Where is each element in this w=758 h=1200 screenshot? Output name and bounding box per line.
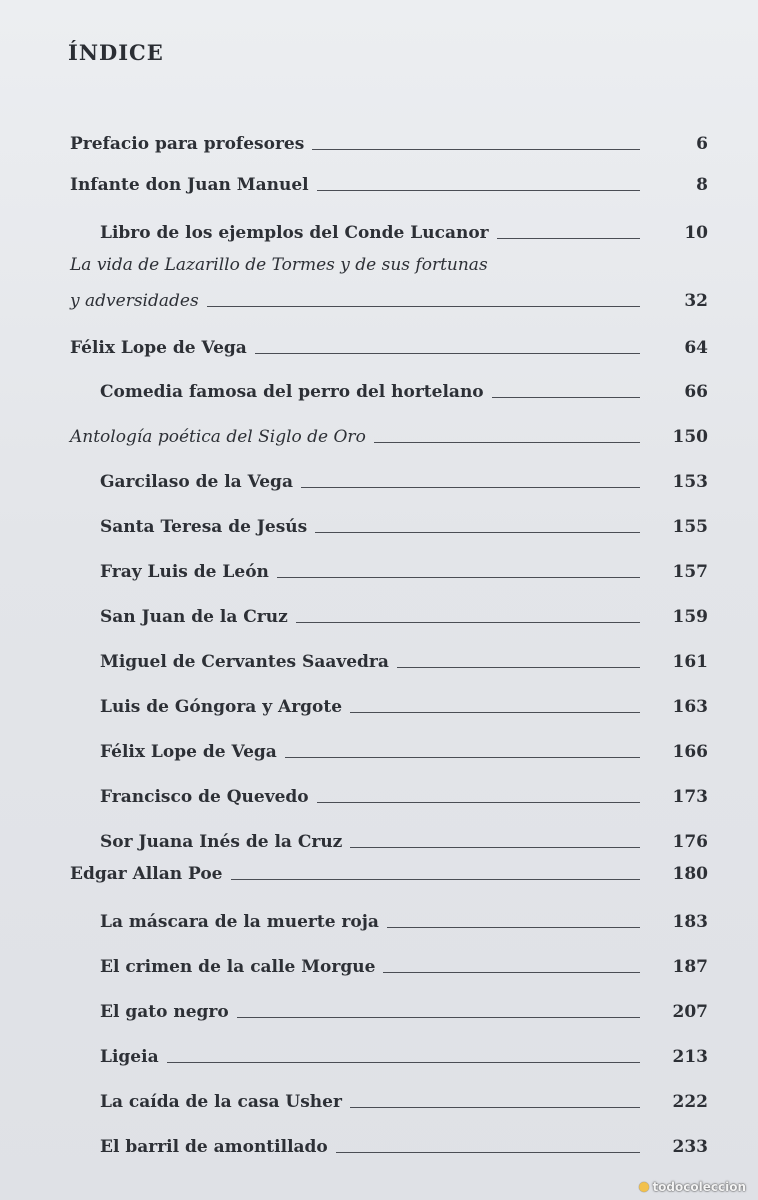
toc-leader-line — [387, 927, 640, 928]
toc-entry-page-number: 187 — [672, 957, 708, 977]
toc-leader-line — [336, 1152, 640, 1153]
toc-leader-line — [374, 442, 640, 443]
toc-leader-line — [497, 238, 640, 239]
toc-leader-line — [285, 757, 640, 758]
toc-entry-title: Sor Juana Inés de la Cruz — [100, 832, 343, 852]
toc-entry-page-number: 161 — [672, 652, 708, 672]
toc-entry-page-number: 64 — [684, 338, 708, 358]
toc-entry — [0, 552, 758, 586]
watermark-logo-icon — [639, 1182, 649, 1192]
toc-entry-title: San Juan de la Cruz — [100, 607, 288, 627]
toc-entry-page-number: 6 — [696, 134, 708, 154]
toc-entry-title: El barril de amontillado — [100, 1137, 328, 1157]
toc-entry — [0, 165, 758, 199]
toc-entry-title: La caída de la casa Usher — [100, 1092, 342, 1112]
toc-entry — [0, 124, 758, 158]
toc-entry — [0, 902, 758, 936]
toc-entry-title-first-line: La vida de Lazarillo de Tormes y de sus fortunas — [70, 255, 488, 275]
toc-leader-line — [383, 972, 640, 973]
page-title: ÍNDICE — [68, 40, 164, 65]
toc-entry-page-number: 157 — [672, 562, 708, 582]
toc-entry-title: Félix Lope de Vega — [100, 742, 277, 762]
toc-leader-line — [237, 1017, 640, 1018]
toc-leader-line — [207, 306, 640, 307]
toc-entry — [0, 507, 758, 541]
toc-entry — [0, 992, 758, 1026]
toc-entry-title: Miguel de Cervantes Saavedra — [100, 652, 389, 672]
toc-entry-page-number: 222 — [672, 1092, 708, 1112]
toc-entry-page-number: 66 — [684, 382, 708, 402]
toc-leader-line — [301, 487, 640, 488]
toc-entry-page-number: 207 — [672, 1002, 708, 1022]
toc-entry-title: El crimen de la calle Morgue — [100, 957, 376, 977]
toc-leader-line — [315, 532, 640, 533]
toc-entry-page-number: 213 — [672, 1047, 708, 1067]
toc-entry-title: Francisco de Quevedo — [100, 787, 309, 807]
toc-entry-page-number: 176 — [672, 832, 708, 852]
toc-entry — [0, 687, 758, 721]
toc-leader-line — [255, 353, 640, 354]
toc-entry — [0, 213, 758, 247]
toc-entry-page-number: 159 — [672, 607, 708, 627]
toc-entry-title: Infante don Juan Manuel — [70, 175, 309, 195]
toc-entry-title: Antología poética del Siglo de Oro — [70, 427, 366, 447]
toc-entry-title: Prefacio para profesores — [70, 134, 305, 154]
watermark — [639, 1180, 746, 1194]
toc-entry-title: El gato negro — [100, 1002, 229, 1022]
toc-entry-page-number: 163 — [672, 697, 708, 717]
toc-entry — [0, 255, 758, 315]
toc-entry-title: Félix Lope de Vega — [70, 338, 247, 358]
toc-entry-page-number: 32 — [684, 291, 708, 311]
toc-entry-page-number: 10 — [684, 223, 708, 243]
toc-entry-title: Santa Teresa de Jesús — [100, 517, 308, 537]
toc-entry-title: La máscara de la muerte roja — [100, 912, 379, 932]
toc-entry-title: Edgar Allan Poe — [70, 864, 223, 884]
toc-entry — [0, 732, 758, 766]
toc-leader-line — [350, 847, 640, 848]
toc-entry — [0, 372, 758, 406]
toc-entry — [0, 854, 758, 888]
toc-entry-page-number: 173 — [672, 787, 708, 807]
toc-leader-line — [277, 577, 640, 578]
toc-leader-line — [492, 397, 640, 398]
toc-leader-line — [350, 712, 640, 713]
toc-entry-page-number: 180 — [672, 864, 708, 884]
toc-entry — [0, 642, 758, 676]
toc-entry-title: Fray Luis de León — [100, 562, 269, 582]
toc-entry-page-number: 233 — [672, 1137, 708, 1157]
toc-entry-page-number: 150 — [672, 427, 708, 447]
toc-leader-line — [231, 879, 640, 880]
toc-leader-line — [397, 667, 640, 668]
toc-entry-page-number: 8 — [696, 175, 708, 195]
toc-entry — [0, 1127, 758, 1161]
toc-entry-title: Libro de los ejemplos del Conde Lucanor — [100, 223, 489, 243]
toc-leader-line — [312, 149, 640, 150]
toc-entry-title: y adversidades — [70, 291, 199, 311]
toc-leader-line — [167, 1062, 640, 1063]
watermark-text: todocoleccion — [652, 1180, 746, 1194]
toc-entry-title: Garcilaso de la Vega — [100, 472, 293, 492]
toc-entry-page-number: 153 — [672, 472, 708, 492]
toc-leader-line — [296, 622, 640, 623]
toc-leader-line — [317, 802, 640, 803]
toc-entry — [0, 947, 758, 981]
toc-entry — [0, 1037, 758, 1071]
toc-entry — [0, 1082, 758, 1116]
toc-entry — [0, 597, 758, 631]
toc-entry-title: Luis de Góngora y Argote — [100, 697, 343, 717]
toc-entry-title: Comedia famosa del perro del hortelano — [100, 382, 484, 402]
toc-entry-page-number: 166 — [672, 742, 708, 762]
toc-leader-line — [317, 190, 640, 191]
toc-entry — [0, 777, 758, 811]
toc-entry-page-number: 155 — [672, 517, 708, 537]
toc-entry — [0, 462, 758, 496]
toc-leader-line — [350, 1107, 640, 1108]
toc-entry-title: Ligeia — [100, 1047, 159, 1067]
toc-entry — [0, 328, 758, 362]
toc-entry-page-number: 183 — [672, 912, 708, 932]
toc-entry — [0, 417, 758, 451]
toc-entry — [0, 822, 758, 856]
